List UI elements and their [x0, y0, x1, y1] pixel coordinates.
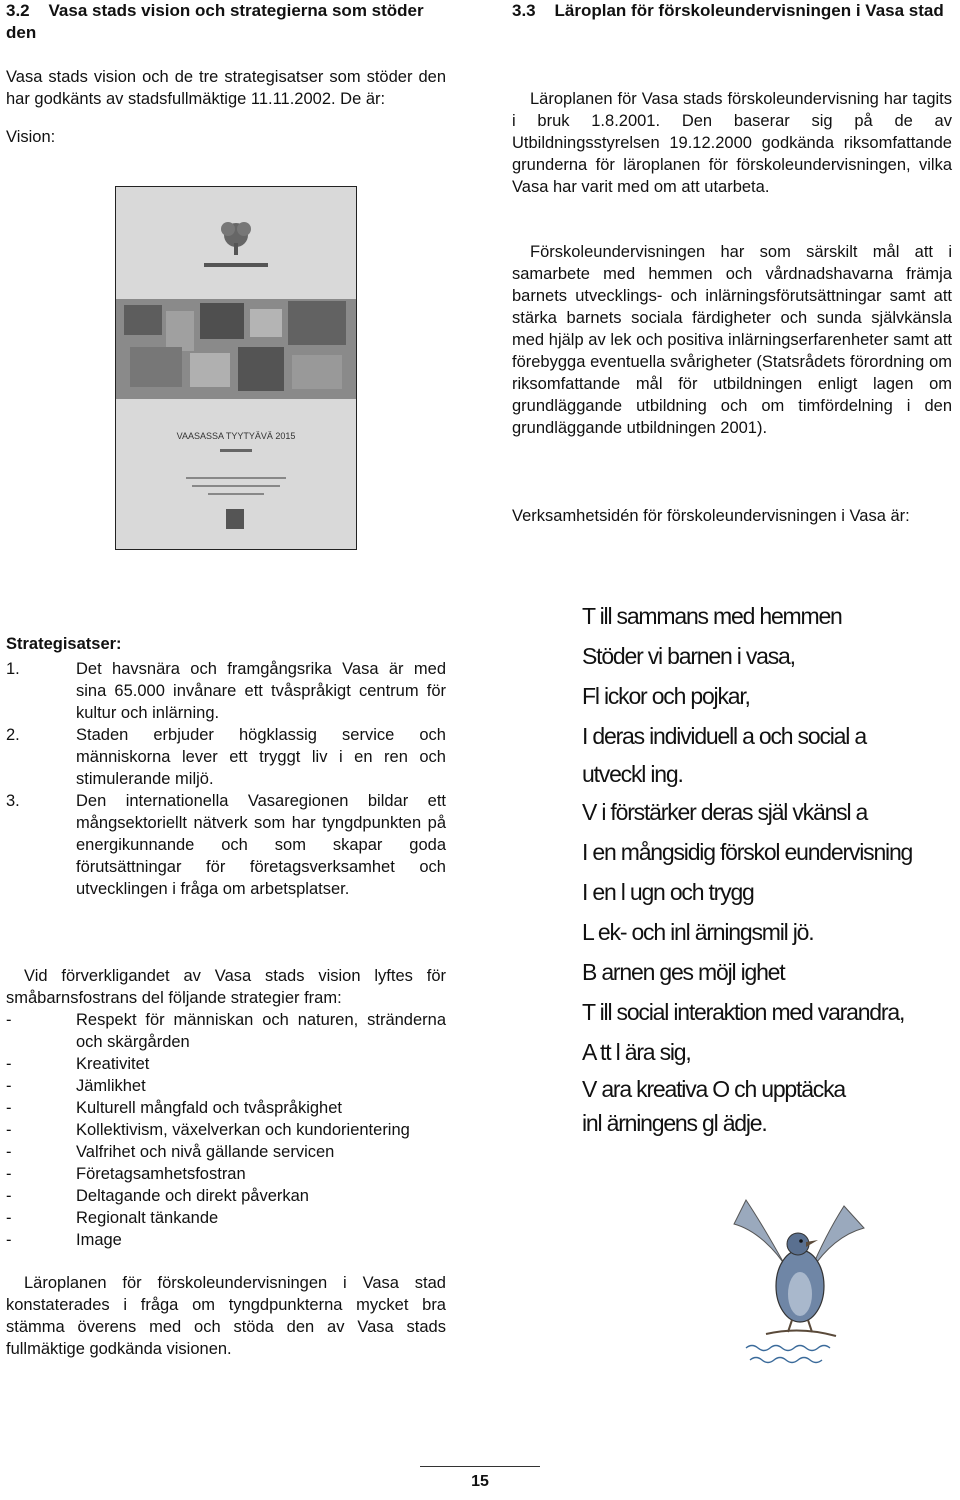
- strategy-text: Det havsnära och framgångsrika Vasa är med sina 65.000 invånare ett tvåspråkigt centrum för kultur och inlärning.: [76, 660, 446, 722]
- list-item: - Image: [6, 1231, 122, 1249]
- mission-line: I deras individuell a och social a: [582, 723, 866, 749]
- mission-line: V ara kreativa O ch upptäcka: [582, 1076, 845, 1102]
- mission-line: T ill social interaktion med varandra,: [582, 999, 905, 1025]
- strategies-label: Strategisatser:: [6, 635, 122, 653]
- cover-image: [115, 186, 357, 550]
- section-heading-3-2: 3.2 Vasa stads vision och strategierna som stöder den: [6, 1, 424, 42]
- list-item: - Kreativitet: [6, 1055, 150, 1073]
- mission-line: inl ärningens gl ädje.: [582, 1110, 767, 1136]
- mission-line: B arnen ges möjl ighet: [582, 959, 785, 985]
- curriculum-paragraph-1: Läroplanen för Vasa stads förskoleundervisning har tagits i bruk 1.8.2001. Den baserar sig på de av Utbildningsstyrelsen 19.12.2000 godkända riksomfattande grunderna för läroplanen för förskoleundervisningen, vilka Vasa har varit med om att utarbeta.: [512, 90, 952, 196]
- mission-statement: [582, 596, 960, 1140]
- strategy-number: 1.: [6, 660, 20, 678]
- cover-illustration: [116, 187, 356, 549]
- bird-illustration: [726, 1190, 876, 1370]
- mission-line: Fl ickor och pojkar,: [582, 683, 750, 709]
- list-item: - Regionalt tänkande: [6, 1209, 219, 1227]
- mission-line: A tt l ära sig,: [582, 1039, 691, 1065]
- list-item: - Valfrihet och nivå gällande servicen: [6, 1143, 335, 1161]
- list-item: - Kollektivism, växelverkan och kundorientering: [6, 1121, 410, 1139]
- mission-line: I en mångsidig förskol eundervisning: [582, 839, 913, 865]
- strategy-item: [6, 790, 446, 900]
- list-item: - Jämlikhet: [6, 1077, 146, 1095]
- mission-line: Stöder vi barnen i vasa,: [582, 643, 795, 669]
- strategy-item: [6, 724, 446, 790]
- curriculum-paragraph-2: Förskoleundervisningen har som särskilt mål att i samarbete med hemmen och vårdnadshavarna främja barnets utvecklings- och inlärningsförutsättningar samt att stärka barnets sociala färdigheter och sunda självkänsla med hjälp av lek och positiva inlärningserfarenheter samt att förebygga eventuella svårigheter (Statsrådets förordning om riksomfattande mål för utbildningen enligt lagen om grundläggande utbildning och om timfördelning i den grundläggande utbildningen 2001).: [512, 243, 952, 437]
- page-number: 15: [420, 1466, 540, 1500]
- list-item: - Respekt för människan och naturen, stränderna och skärgården: [6, 1011, 446, 1051]
- strategy-item: [6, 658, 446, 724]
- mission-line: T ill sammans med hemmen: [582, 603, 842, 629]
- strategy-intro-paragraph: Vid förverkligandet av Vasa stads vision lyftes för småbarnsfostrans del följande strategier fram:: [6, 967, 446, 1007]
- strategy-text: Den internationella Vasaregionen bildar ett mångsektoriellt nätverk som har tyngdpunkten på energikunnande och som skapar goda förutsättningar för företagsverksamhet och utvecklingen i fråga om arbetsplatser.: [76, 792, 446, 898]
- vision-intro-paragraph: Vasa stads vision och de tre strategisatser som stöder den har godkänts av stadsfullmäktige 11.11.2002. De är:: [6, 68, 446, 108]
- mission-line: I en l ugn och trygg: [582, 879, 754, 905]
- strategy-text: Staden erbjuder högklassig service och människorna lever ett tryggt liv i en ren och stimulerande miljö.: [76, 726, 446, 788]
- vision-label: Vision:: [6, 128, 56, 146]
- mission-line: V i förstärker deras själ vkänsl a: [582, 799, 868, 825]
- bird-icon: [726, 1190, 876, 1370]
- list-item: - Företagsamhetsfostran: [6, 1165, 246, 1183]
- crest-icon: [226, 509, 244, 529]
- mission-line: utveckl ing.: [582, 761, 683, 787]
- list-item: - Kulturell mångfald och tvåspråkighet: [6, 1099, 342, 1117]
- mission-line: L ek- och inl ärningsmil jö.: [582, 919, 814, 945]
- strategy-number: 3.: [6, 792, 20, 810]
- values-list: [6, 1009, 446, 1251]
- closing-paragraph: Läroplanen för förskoleundervisningen i Vasa stad konstaterades i fråga om tyngdpunkterna mycket bra stämma överens med och stöda den av Vasa stads fullmäktige godkända visionen.: [6, 1274, 446, 1358]
- mission-intro: Verksamhetsidén för förskoleundervisningen i Vasa är:: [512, 507, 910, 525]
- strategies-list: [6, 658, 446, 900]
- strategy-number: 2.: [6, 726, 20, 744]
- list-item: - Deltagande och direkt påverkan: [6, 1187, 309, 1205]
- section-heading-3-3: 3.3 Läroplan för förskoleundervisningen i Vasa stad: [512, 1, 944, 20]
- svg-text:VAASASSA TYYTYÄVÄ 2015: VAASASSA TYYTYÄVÄ 2015: [176, 431, 296, 441]
